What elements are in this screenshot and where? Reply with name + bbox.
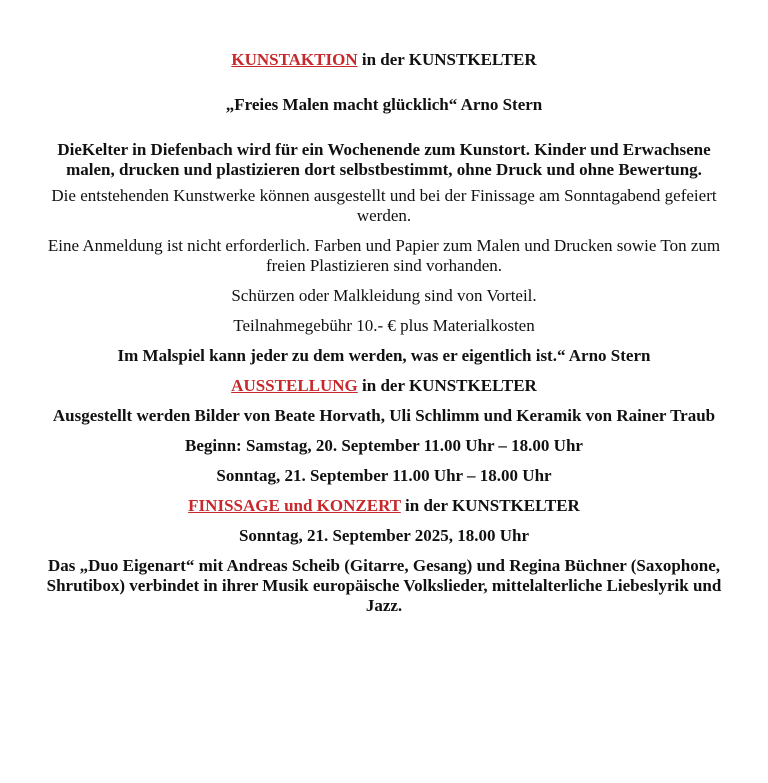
kunstaktion-paragraph-fee: Teilnahmegebühr 10.- € plus Materialkosten [233,316,535,335]
document-body [40,50,728,616]
kunstaktion-paragraph-exhibit: Die entstehenden Kunstwerke können ausgestellt und bei der Finissage am Sonntagabend gefeiert werden. [51,186,717,225]
finissage-heading [40,496,728,516]
kunstaktion-paragraph-clothing: Schürzen oder Malkleidung sind von Vorteil. [231,286,537,305]
ausstellung-artists: Ausgestellt werden Bilder von Beate Horvath, Uli Schlimm und Keramik von Rainer Traub [52,406,716,425]
finissage-link[interactable]: FINISSAGE und KONZERT [188,496,401,515]
kunstaktion-heading-rest: in der KUNSTKELTER [357,50,537,69]
finissage-description: Das „Duo Eigenart“ mit Andreas Scheib (Gitarre, Gesang) und Regina Büchner (Saxophone, Shrutibox) verbindet in ihrer Musik europäische Volkslieder, mittelalterliche Liebeslyrik und Jazz. [46,556,722,615]
finissage-heading-rest: in der KUNSTKELTER [400,496,580,515]
ausstellung-date-start: Beginn: Samstag, 20. September 11.00 Uhr – 18.00 Uhr [185,436,583,455]
finissage-date: Sonntag, 21. September 2025, 18.00 Uhr [238,526,530,545]
arno-stern-quote: „Freies Malen macht glücklich“ Arno Stern [225,95,543,114]
closing-quote: Im Malspiel kann jeder zu dem werden, was er eigentlich ist.“ Arno Stern [117,346,651,365]
ausstellung-date-sunday: Sonntag, 21. September 11.00 Uhr – 18.00 Uhr [216,466,552,485]
ausstellung-heading [40,376,728,396]
kunstaktion-paragraph-registration: Eine Anmeldung ist nicht erforderlich. Farben und Papier zum Malen und Drucken sowie Ton zum freien Plastizieren sind vorhanden. [47,236,721,275]
kunstaktion-heading [40,50,728,70]
kunstaktion-intro: DieKelter in Diefenbach wird für ein Wochenende zum Kunstort. Kinder und Erwachsene malen, drucken und plastizieren dort selbstbestimmt, ohne Druck und ohne Bewertung. [57,140,711,179]
ausstellung-heading-rest: in der KUNSTKELTER [357,376,537,395]
kunstaktion-link[interactable]: KUNSTAKTION [231,50,358,69]
ausstellung-link[interactable]: AUSSTELLUNG [231,376,358,395]
